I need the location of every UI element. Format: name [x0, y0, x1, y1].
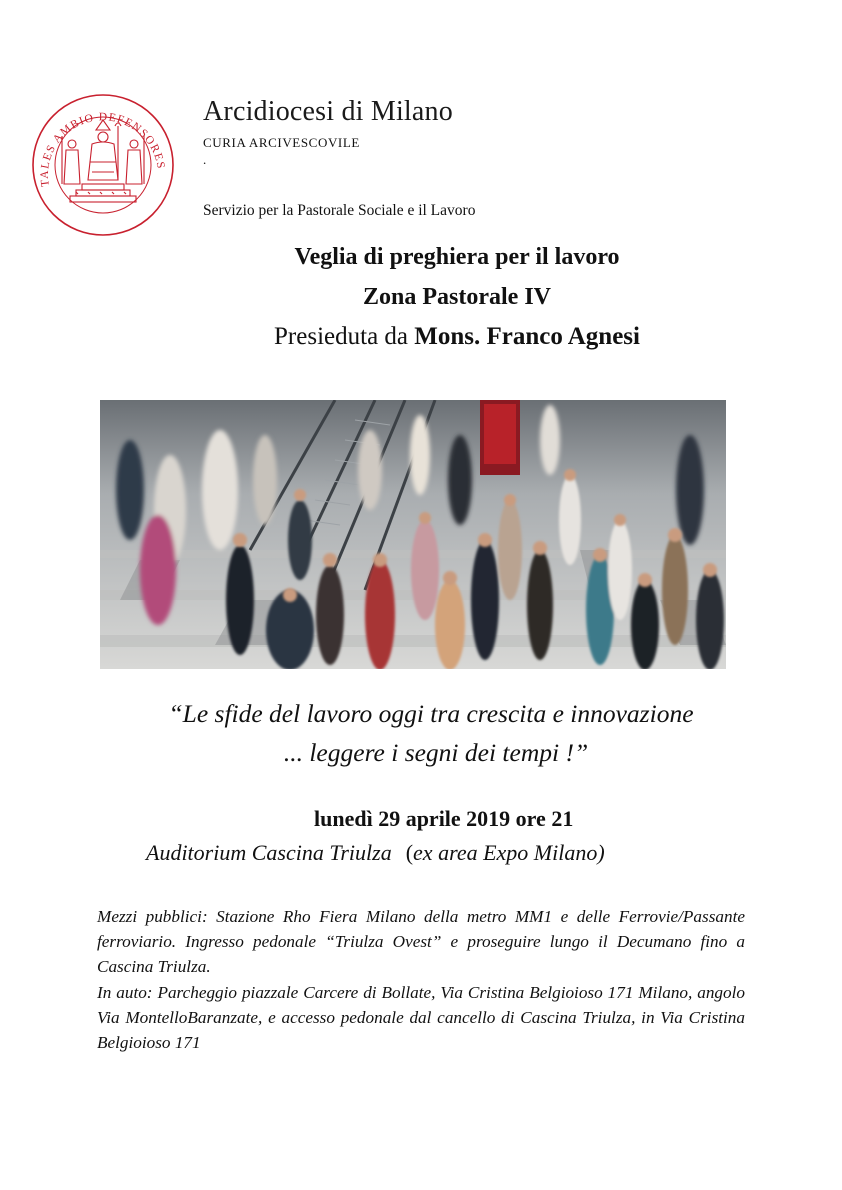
event-presided	[36, 323, 842, 351]
quote-line-1: “Le sfide del lavoro oggi tra crescita e innovazione	[168, 699, 694, 728]
crowd-photo	[100, 400, 726, 669]
event-title: Veglia di preghiera per il lavoro	[294, 244, 620, 270]
directions-public-transport: Mezzi pubblici: Stazione Rho Fiera Milano della metro MM1 e delle Ferrovie/Passante ferroviario. Ingresso pedonale “Triulza Ovest” e proseguire lungo il Decumano fino a Cascina Triulza.	[97, 907, 745, 977]
quote-line-2: ... leggere i segni dei tempi !”	[283, 738, 589, 767]
directions-by-car: In auto: Parcheggio piazzale Carcere di Bollate, Via Cristina Belgioioso 171 Milano, angolo Via MontelloBaranzate, e accesso pedonale dal cancello di Cascina Triulza, in Via Cristina Belgioioso 171	[97, 982, 745, 1053]
presided-name: Mons. Franco Agnesi	[414, 323, 640, 350]
event-date: lunedì 29 aprile 2019 ore 21	[314, 806, 574, 831]
org-subtitle: CURIA ARCIVESCOVILE	[203, 135, 360, 150]
archdiocese-seal-logo	[30, 92, 176, 238]
event-venue	[146, 840, 605, 866]
svg-text:TALES AMBIO DEFENSORES: TALES AMBIO DEFENSORES	[38, 111, 167, 188]
venue-paren: (	[405, 840, 414, 865]
presided-prefix: Presieduta da	[274, 323, 409, 350]
venue-name: Auditorium Cascina Triulza	[146, 840, 392, 865]
org-title: Arcidiocesi di Milano	[203, 96, 453, 127]
directions-block	[97, 904, 745, 1055]
venue-note: ex area Expo Milano)	[413, 840, 605, 865]
service-name: Servizio per la Pastorale Sociale e il Lavoro	[203, 202, 476, 219]
event-zone: Zona Pastorale IV	[363, 284, 551, 310]
org-dot: .	[203, 152, 207, 167]
